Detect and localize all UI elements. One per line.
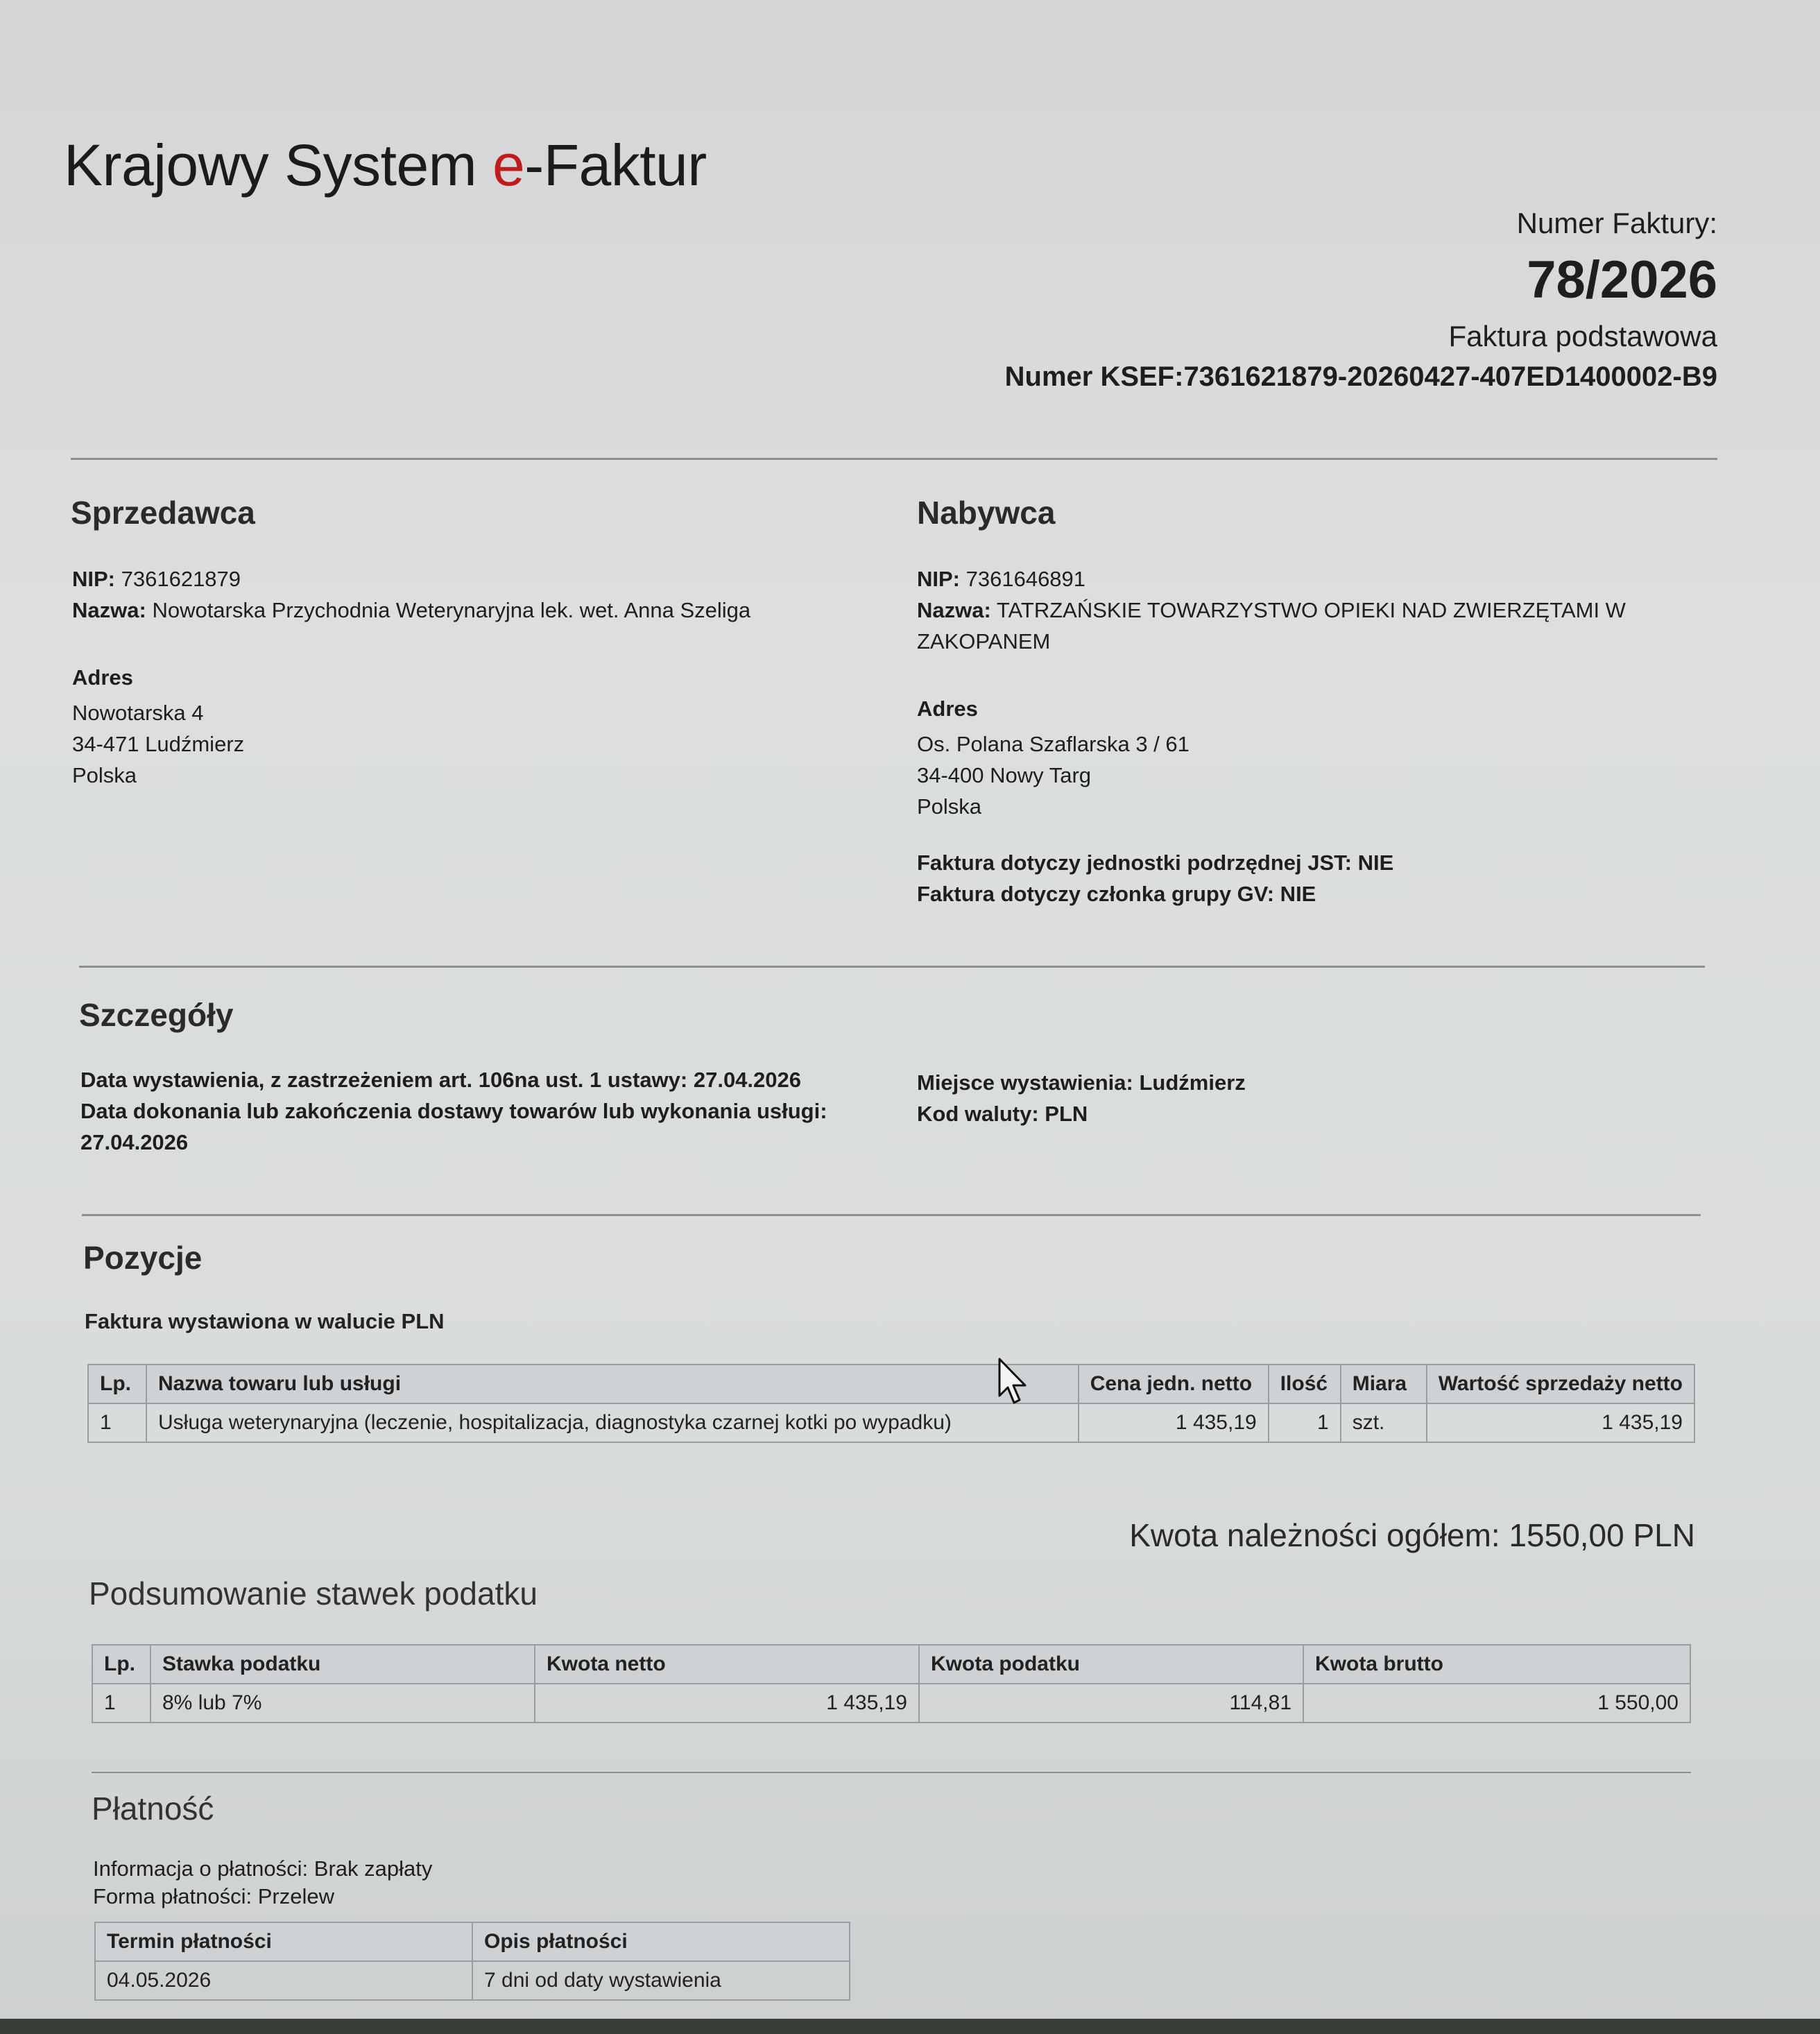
col-tax: Kwota podatku [919,1645,1303,1684]
buyer-address-label: Adres [917,696,978,721]
buyer-gv: Faktura dotyczy członka grupy GV: NIE [917,882,1316,906]
buyer-nip-label: NIP: [917,567,960,591]
currency-note: Faktura wystawiona w walucie PLN [85,1309,445,1333]
cell-unit: szt. [1341,1403,1427,1442]
tax-summary-table [92,1644,1691,1723]
mouse-cursor-icon [997,1357,1029,1405]
payment-title: Płatność [92,1791,214,1827]
seller-address-line3: Polska [72,763,137,787]
details-right [917,1067,1246,1129]
buyer-address-line1: Os. Polana Szaflarska 3 / 61 [917,732,1190,756]
cell-net: 1 435,19 [535,1684,919,1723]
col-due: Termin płatności [95,1922,472,1961]
table-header-row [88,1365,1694,1403]
table-row [88,1403,1694,1442]
seller-nip-label: NIP: [72,567,115,591]
screen-bottom-edge [0,2019,1820,2034]
col-gross: Kwota brutto [1303,1645,1690,1684]
col-rate: Stawka podatku [151,1645,535,1684]
seller-title: Sprzedawca [71,495,255,531]
positions-title: Pozycje [83,1240,203,1276]
buyer-info [917,563,1626,909]
divider [79,966,1705,968]
delivery-date: 27.04.2026 [80,1130,189,1154]
details-title: Szczegóły [79,997,234,1033]
buyer-jst: Faktura dotyczy jednostki podrzędnej JST: NIE [917,851,1394,875]
col-desc: Opis płatności [472,1922,850,1961]
divider [82,1214,1701,1216]
divider [92,1772,1691,1773]
buyer-name-line2: ZAKOPANEM [917,629,1051,653]
buyer-name-label: Nazwa: [917,598,991,622]
col-value: Wartość sprzedaży netto [1427,1365,1694,1403]
cell-desc: 7 dni od daty wystawienia [472,1961,850,2000]
col-unit: Miara [1341,1365,1427,1403]
brand-prefix: Krajowy System [64,133,492,198]
tax-summary-title: Podsumowanie stawek podatku [89,1575,538,1612]
col-lp: Lp. [92,1645,151,1684]
divider [71,458,1717,460]
table-row [92,1684,1690,1723]
brand-suffix: -Faktur [524,133,707,198]
seller-name-label: Nazwa: [72,598,146,622]
seller-address-line2: 34-471 Ludźmierz [72,732,245,756]
delivery-date-label: Data dokonania lub zakończenia dostawy towarów lub wykonania usługi: [80,1099,827,1123]
buyer-nip: 7361646891 [965,567,1086,591]
seller-address-line1: Nowotarska 4 [72,701,204,725]
table-header-row [92,1645,1690,1684]
seller-nip: 7361621879 [121,567,241,591]
payment-table [94,1922,850,2001]
issue-place: Miejsce wystawienia: Ludźmierz [917,1070,1246,1095]
col-net: Kwota netto [535,1645,919,1684]
positions-table [87,1364,1695,1443]
cell-price: 1 435,19 [1079,1403,1269,1442]
cell-due: 04.05.2026 [95,1961,472,2000]
cell-lp: 1 [92,1684,151,1723]
app-brand-title [64,132,707,199]
total-amount: Kwota należności ogółem: 1550,00 PLN [1129,1517,1695,1553]
seller-info [72,563,750,791]
col-lp: Lp. [88,1365,146,1403]
buyer-title: Nabywca [917,495,1056,531]
col-qty: Ilość [1269,1365,1341,1403]
cell-qty: 1 [1269,1403,1341,1442]
cell-gross: 1 550,00 [1303,1684,1690,1723]
buyer-address-line2: 34-400 Nowy Targ [917,763,1092,787]
table-header-row [95,1922,850,1961]
seller-name: Nowotarska Przychodnia Weterynaryjna lek. wet. Anna Szeliga [152,598,751,622]
details-left [80,1064,827,1158]
payment-form: Forma płatności: Przelew [93,1884,335,1908]
issue-date: Data wystawienia, z zastrzeżeniem art. 106na ust. 1 ustawy: 27.04.2026 [80,1068,801,1092]
col-price: Cena jedn. netto [1079,1365,1269,1403]
invoice-header [1005,207,1717,393]
payment-info [93,1855,432,1911]
invoice-number: 78/2026 [1527,250,1717,309]
cell-lp: 1 [88,1403,146,1442]
invoice-kind: Faktura podstawowa [1448,320,1717,352]
seller-address-label: Adres [72,665,133,690]
buyer-name-line1: TATRZAŃSKIE TOWARZYSTWO OPIEKI NAD ZWIERZĘTAMI W [996,598,1626,622]
cell-value: 1 435,19 [1427,1403,1694,1442]
brand-e: e [492,133,525,198]
col-name: Nazwa towaru lub usługi [146,1365,1079,1403]
cell-name: Usługa weterynaryjna (leczenie, hospitalizacja, diagnostyka czarnej kotki po wypadku) [146,1403,1079,1442]
buyer-address-line3: Polska [917,794,982,819]
table-row [95,1961,850,2000]
cell-tax: 114,81 [919,1684,1303,1723]
cell-rate: 8% lub 7% [151,1684,535,1723]
invoice-number-label: Numer Faktury: [1516,207,1717,239]
ksef-number: Numer KSEF:7361621879-20260427-407ED1400002-B9 [1004,361,1717,392]
currency-code: Kod waluty: PLN [917,1102,1088,1126]
payment-status: Informacja o płatności: Brak zapłaty [93,1856,433,1881]
